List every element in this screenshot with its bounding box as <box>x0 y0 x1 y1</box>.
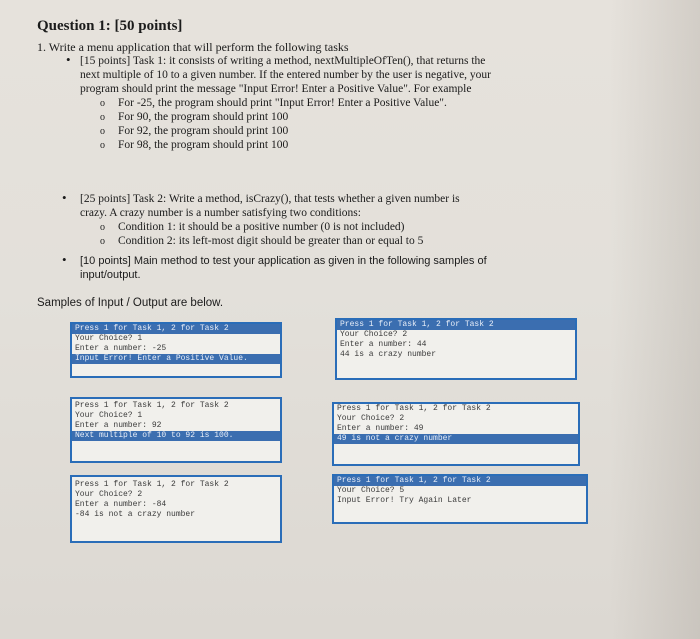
console-line: 49 is not a crazy number <box>334 434 578 444</box>
sub-bullet: o <box>100 140 105 151</box>
console-line: Your Choice? 2 <box>337 414 405 423</box>
sample-box-crazy <box>335 318 577 380</box>
task1-line1: [15 points] Task 1: it consists of writing a method, nextMultipleOfTen(), that returns the <box>80 55 486 67</box>
console-line: Enter a number: -25 <box>75 344 167 353</box>
task1-example: For 92, the program should print 100 <box>118 125 289 137</box>
main-line1: [10 points] Main method to test your application as given in the following samples of <box>80 255 487 267</box>
console-line: Input Error! Enter a Positive Value. <box>72 354 280 364</box>
task1-line3: program should print the message "Input Error! Enter a Positive Value". For example <box>80 83 472 95</box>
samples-heading: Samples of Input / Output are below. <box>37 297 224 309</box>
console-line: -84 is not a crazy number <box>75 510 196 519</box>
task2-line1: [25 points] Task 2: Write a method, isCrazy(), that tests whether a given number is <box>80 193 460 205</box>
task1-line2: next multiple of 10 to a given number. If the entered number by the user is negative, your <box>80 69 492 81</box>
main-line2: input/output. <box>80 269 141 281</box>
console-line: Enter a number: 49 <box>337 424 424 433</box>
console-line: Your Choice? 5 <box>337 486 405 495</box>
task1-example: For 90, the program should print 100 <box>118 111 289 123</box>
sample-box-not-crazy <box>70 475 282 543</box>
sub-bullet: o <box>100 112 105 123</box>
sample-box-next-multiple <box>70 397 282 463</box>
sub-bullet: o <box>100 98 105 109</box>
console-line: Your Choice? 1 <box>75 334 143 343</box>
bullet-dot: • <box>66 52 71 67</box>
bullet-dot: • <box>62 252 67 267</box>
console-line: Your Choice? 2 <box>75 490 143 499</box>
console-line: Input Error! Try Again Later <box>337 496 472 505</box>
console-line: Enter a number: -84 <box>75 500 167 509</box>
console-line: Press 1 for Task 1, 2 for Task 2 <box>75 401 229 410</box>
sample-box-invalid-choice <box>332 474 588 524</box>
bullet-dot: • <box>62 190 67 205</box>
intro-line: 1. Write a menu application that will perform the following tasks <box>37 40 349 54</box>
console-line: Press 1 for Task 1, 2 for Task 2 <box>337 320 575 330</box>
photo-shadow <box>610 0 700 639</box>
console-line: Press 1 for Task 1, 2 for Task 2 <box>75 480 229 489</box>
task1-example: For 98, the program should print 100 <box>118 139 289 151</box>
sub-bullet: o <box>100 222 105 233</box>
task2-line2: crazy. A crazy number is a number satisfying two conditions: <box>80 207 361 219</box>
sample-box-not-crazy-49 <box>332 402 580 466</box>
task2-condition: Condition 1: it should be a positive number (0 is not included) <box>118 221 405 233</box>
console-line: Your Choice? 1 <box>75 411 143 420</box>
question-title: Question 1: [50 points] <box>37 18 183 34</box>
console-line: Enter a number: 44 <box>340 340 427 349</box>
console-line: Press 1 for Task 1, 2 for Task 2 <box>334 476 586 486</box>
sub-bullet: o <box>100 236 105 247</box>
sub-bullet: o <box>100 126 105 137</box>
console-line: Your Choice? 2 <box>340 330 408 339</box>
console-line: Enter a number: 92 <box>75 421 162 430</box>
console-line: Press 1 for Task 1, 2 for Task 2 <box>72 324 280 334</box>
console-line: 44 is a crazy number <box>340 350 437 359</box>
console-line: Next multiple of 10 to 92 is 100. <box>72 431 280 441</box>
task1-example: For -25, the program should print "Input Error! Enter a Positive Value". <box>118 97 447 109</box>
task2-condition: Condition 2: its left-most digit should be greater than or equal to 5 <box>118 235 424 247</box>
sample-box-invalid-input <box>70 322 282 378</box>
console-line: Press 1 for Task 1, 2 for Task 2 <box>337 404 491 413</box>
